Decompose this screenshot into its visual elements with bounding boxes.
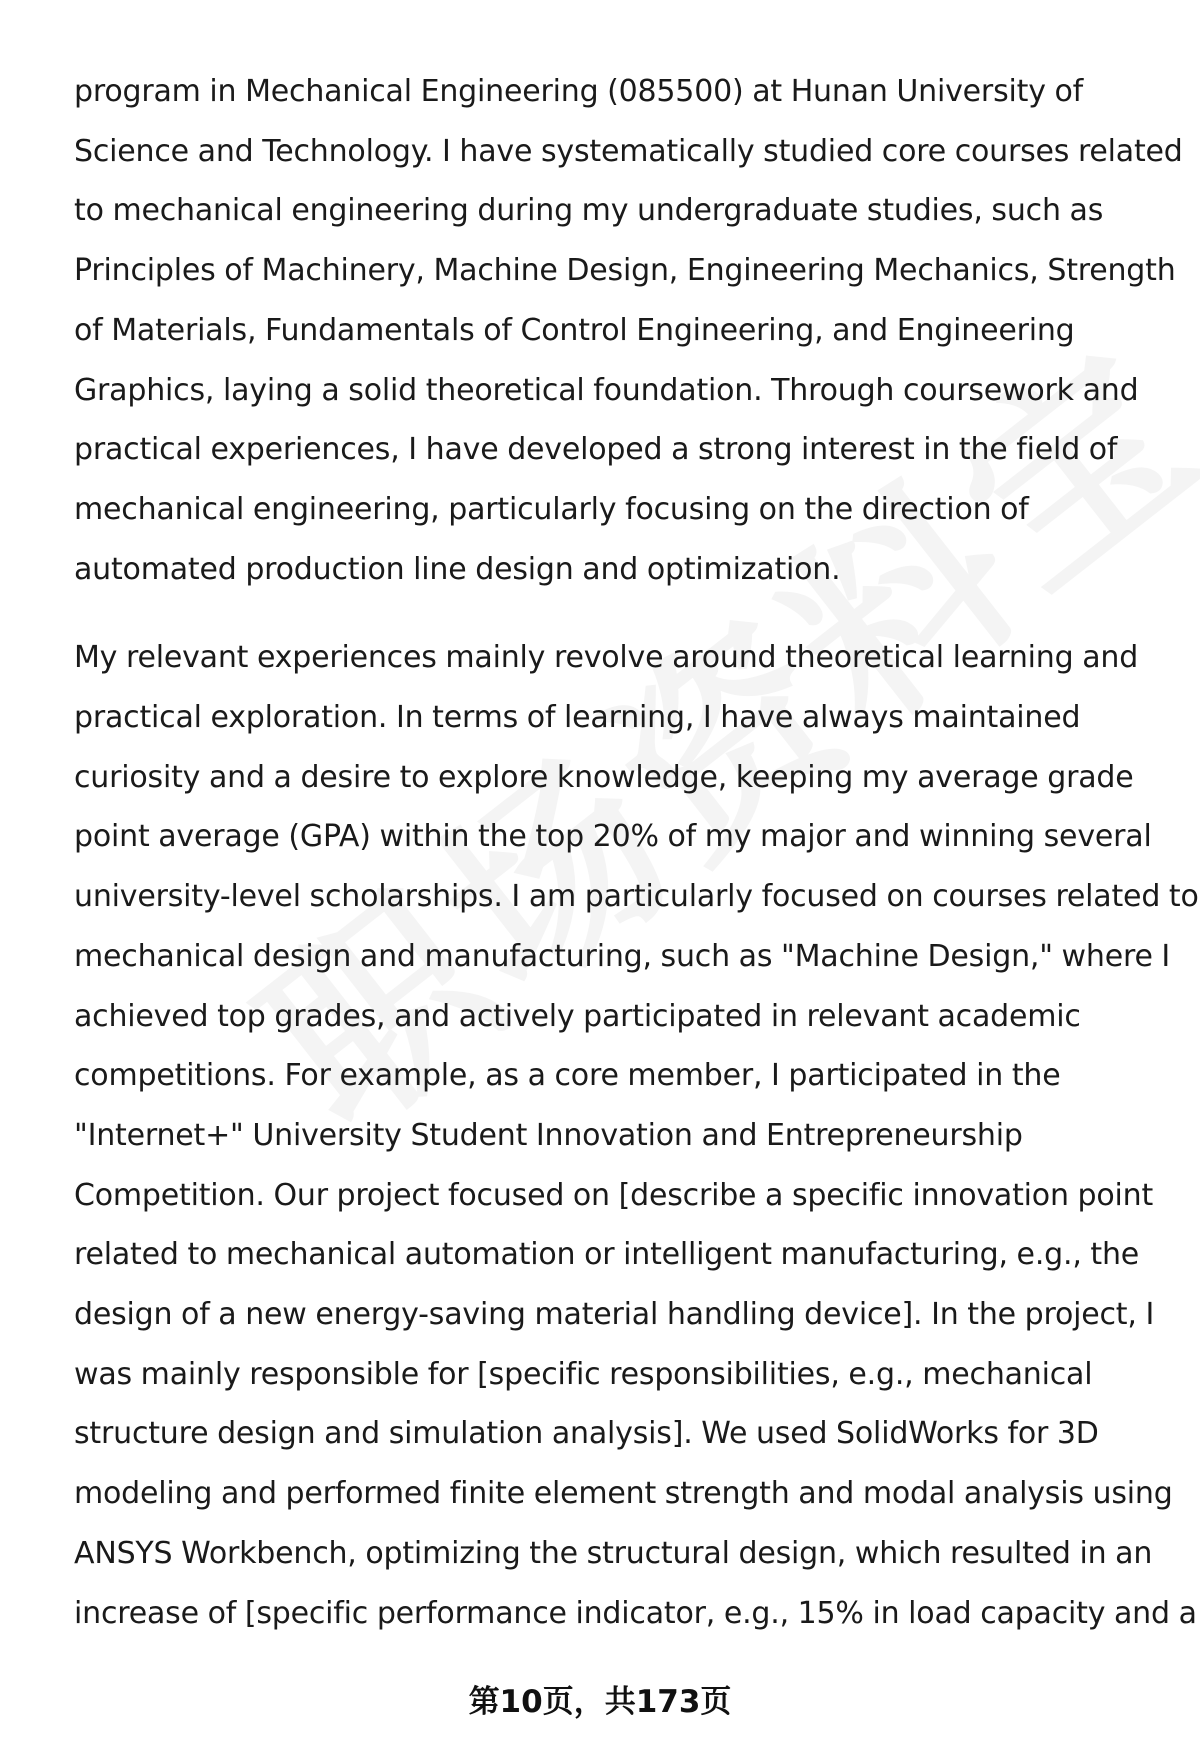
text-line: My relevant experiences mainly revolve around theoretical learning and	[74, 640, 1139, 676]
text-line: increase of [specific performance indicator, e.g., 15% in load capacity and a	[74, 1595, 1197, 1631]
text-line: structure design and simulation analysis]. We used SolidWorks for 3D	[74, 1416, 1099, 1452]
text-line: mechanical engineering, particularly focusing on the direction of	[74, 491, 1029, 527]
text-line: achieved top grades, and actively participated in relevant academic	[74, 998, 1081, 1034]
text-line: university-level scholarships. I am particularly focused on courses related to	[74, 879, 1199, 915]
text-line: practical exploration. In terms of learning, I have always maintained	[74, 700, 1081, 736]
page-number: 第10页，共173页	[468, 1684, 732, 1720]
text-line: practical experiences, I have developed a strong interest in the field of	[74, 432, 1118, 468]
text-line: "Internet+" University Student Innovation and Entrepreneurship	[74, 1117, 1023, 1153]
text-line: modeling and performed finite element strength and modal analysis using	[74, 1476, 1173, 1512]
text-line: point average (GPA) within the top 20% of my major and winning several	[74, 819, 1152, 855]
text-line: design of a new energy-saving material handling device]. In the project, I	[74, 1297, 1155, 1333]
text-line: related to mechanical automation or intelligent manufacturing, e.g., the	[74, 1237, 1140, 1273]
text-line: of Materials, Fundamentals of Control Engineering, and Engineering	[74, 312, 1075, 348]
text-line: ANSYS Workbench, optimizing the structural design, which resulted in an	[74, 1535, 1153, 1571]
paragraph-background	[74, 62, 1183, 599]
text-line: automated production line design and optimization.	[74, 551, 841, 587]
text-line: Graphics, laying a solid theoretical foundation. Through coursework and	[74, 372, 1139, 408]
text-line: Principles of Machinery, Machine Design, Engineering Mechanics, Strength	[74, 253, 1176, 289]
text-line: to mechanical engineering during my undergraduate studies, such as	[74, 193, 1104, 229]
text-line: mechanical design and manufacturing, such as "Machine Design," where I	[74, 938, 1171, 974]
text-line: competitions. For example, as a core member, I participated in the	[74, 1058, 1061, 1094]
paragraph-experience	[74, 628, 1199, 1643]
body-text	[74, 62, 1199, 1643]
text-line: curiosity and a desire to explore knowledge, keeping my average grade	[74, 759, 1134, 795]
text-line: was mainly responsible for [specific responsibilities, e.g., mechanical	[74, 1356, 1093, 1392]
text-line: program in Mechanical Engineering (085500) at Hunan University of	[74, 74, 1083, 109]
text-line: Competition. Our project focused on [describe a specific innovation point	[74, 1177, 1154, 1213]
text-line: Science and Technology. I have systematically studied core courses related	[74, 133, 1183, 169]
